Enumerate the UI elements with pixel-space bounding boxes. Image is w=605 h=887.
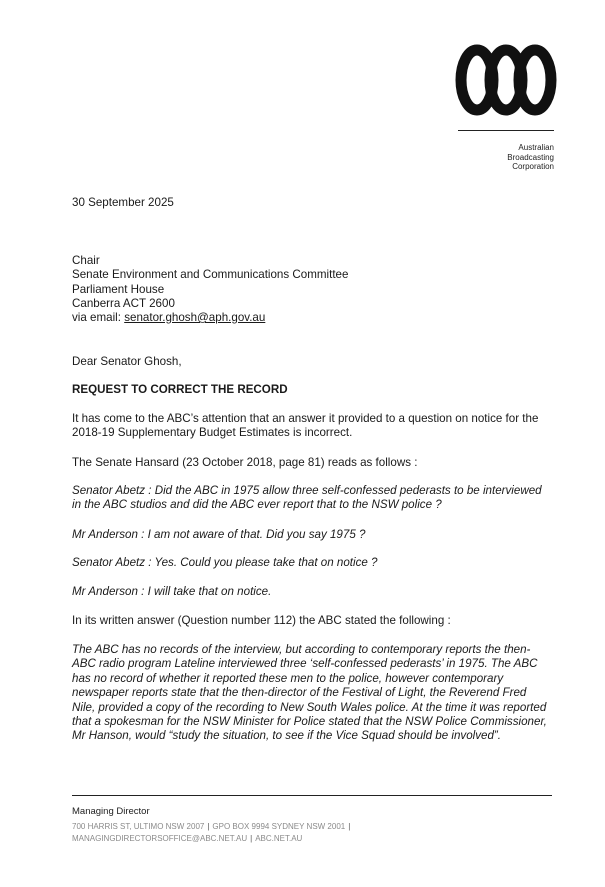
answer-quote: The ABC has no records of the interview, but according to contemporary reports the then-ABC radio program Lateline interviewed three ‘self-confessed pederasts’ in 1975. The ABC has no record of whether it reported these men to the police, however contemporary newspaper reports state that the then-director of the Festival of Light, the Reverend Fred Nile, provided a copy of the recording to New South Wales police. At the time it was reported that a spokesman for the NSW Minister for Police stated that the NSW Police Commissioner, Mr Hanson, would “study the situation, to see if the Vice Squad should be involved”. xyxy=(72,643,547,743)
footer-divider xyxy=(72,795,552,796)
intro-paragraph: It has come to the ABC’s attention that an answer it provided to a question on notice for the 2018-19 Supplementary Budget Estimates is incorrect. xyxy=(72,412,539,440)
abc-logo xyxy=(455,42,557,118)
org-name-line-1: Australian xyxy=(518,143,554,152)
email-prefix: via email: xyxy=(72,311,125,324)
footer-street-address: 700 HARRIS ST, ULTIMO NSW 2007 xyxy=(72,822,205,831)
footer-contact-line xyxy=(72,833,302,844)
recipient-title: Chair xyxy=(72,254,100,267)
organisation-name xyxy=(470,143,554,172)
answer-intro: In its written answer (Question number 112) the ABC stated the following : xyxy=(72,614,451,627)
salutation: Dear Senator Ghosh, xyxy=(72,355,182,368)
subject-heading: REQUEST TO CORRECT THE RECORD xyxy=(72,383,288,396)
letter-date: 30 September 2025 xyxy=(72,196,174,209)
recipient-email-line xyxy=(72,311,265,325)
hansard-quote-abetz-2: Senator Abetz : Yes. Could you please take that on notice ? xyxy=(72,556,378,569)
abc-logo-right-lobe xyxy=(519,50,551,110)
recipient-committee: Senate Environment and Communications Committee xyxy=(72,268,349,281)
hansard-quote-abetz-1: Senator Abetz : Did the ABC in 1975 allow three self-confessed pederasts to be interviewed in the ABC studios and did the ABC ever report that to the NSW police ? xyxy=(72,484,542,512)
footer-po-box: GPO BOX 9994 SYDNEY NSW 2001 xyxy=(212,822,346,831)
footer-web-link[interactable]: ABC.NET.AU xyxy=(255,834,303,843)
hansard-quote-anderson-2: Mr Anderson : I will take that on notice. xyxy=(72,585,272,598)
footer-title: Managing Director xyxy=(72,806,150,817)
letterhead-divider xyxy=(458,130,554,131)
org-name-line-2: Broadcasting xyxy=(507,152,554,162)
recipient-building: Parliament House xyxy=(72,283,165,296)
recipient-email-link[interactable]: senator.ghosh@aph.gov.au xyxy=(124,311,266,324)
hansard-intro: The Senate Hansard (23 October 2018, page 81) reads as follows : xyxy=(72,456,418,469)
footer-separator: | xyxy=(207,822,210,831)
hansard-quote-anderson-1: Mr Anderson : I am not aware of that. Did you say 1975 ? xyxy=(72,528,366,541)
org-name-line-3: Corporation xyxy=(512,162,554,171)
footer-separator: | xyxy=(348,822,351,831)
footer-email-link[interactable]: MANAGINGDIRECTORSOFFICE@ABC.NET.AU xyxy=(72,834,248,843)
recipient-city: Canberra ACT 2600 xyxy=(72,297,175,310)
footer-separator: | xyxy=(250,834,253,843)
footer-address-line xyxy=(72,821,353,832)
